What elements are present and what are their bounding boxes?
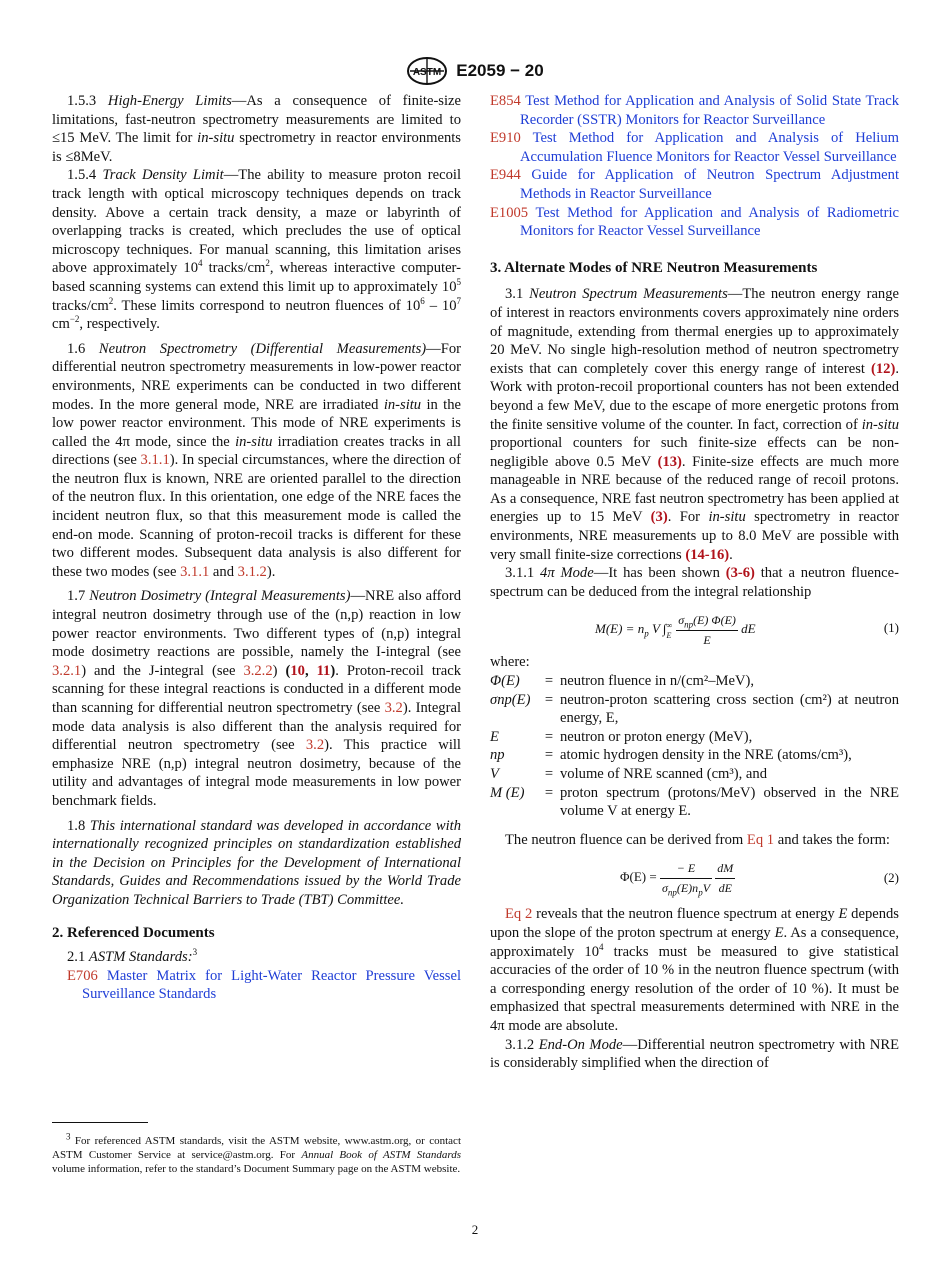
link-3-2-2[interactable]: 3.2.2 [243,662,273,679]
section-1-5-4: 1.5.4 Track Density Limit—The ability to measure proton recoil track length with optical microscopy techniques depends on track density. Above a certain track density, a maze or labyrinth of overlapping tracks is created, which precludes the use of optical microscopy techniques. For manual scanning, this limitation arises above approximately $10^4$ tracks/$cm^2$, whereas interactive computer-based scanning systems can extend this limit up to approximately $10^5$ tracks/$cm^2$. These limits correspond to neutron fluences of $10^6 - 10^7$ $cm^{-2}$, respectively. [52,167,462,333]
footnote: $^3$ For referenced ASTM standards, visit the ASTM website, www.astm.org, or contact ASTM Customer Service at service@astm.org. For Annual Book of ASTM Standards volume information, refer to the standard’s Document Summary page on the ASTM website. [52,1131,461,1175]
ref-e854[interactable]: E854 Test Method for Application and Analysis of Solid State Track Recorder (SSTR) Monitors for Reactor Surveillance [490,93,900,128]
cite-3[interactable]: (3) [650,509,668,526]
equation-1: $M(E) = n_p$ V ∫ ∞ E $\frac{\sigma_{np}(E) \Phi(E)}{E}$ dE (1) [595,613,899,648]
link-3-2-1[interactable]: 3.2.1 [52,662,82,679]
equation-2: Φ(E) = $\frac{- E}{\sigma_{np}(E)n_pV}$ $\frac{dM}{dE}$ (2) [620,861,899,898]
page-header [0,56,950,86]
cite-3-6[interactable]: (3-6) [725,565,755,582]
equation-2-label: (2) [883,870,899,886]
equation-1-label: (1) [883,620,899,636]
cite-10[interactable]: 10 [290,662,305,679]
section-2-heading: 2. Referenced Documents [52,924,215,941]
cite-14-16[interactable]: (14-16) [685,546,730,563]
link-3-2[interactable]: 3.2 [384,700,403,716]
section-1-7: 1.7 Neutron Dosimetry (Integral Measurements)—NRE also afford integral neutron dosimetry through use of the (n,p) reaction in low power reactor environments. Two different types of (n,p) integral mode dosimetry reactions are possible, namely the I-integral (see 3.2.1) and the J-integral (see 3.2.2) (10, 11). Proton-recoil track scanning for these integral reactions is conducted in a different mode than scanning for differential neutron spectrometry (see 3.2). Integral mode data analysis is also different than the analysis required for differential neutron spectrometry (see 3.2). This practice will emphasize NRE (n,p) integral neutron dosimetry, because of the utility and advantages of integral mode measurements in low power benchmark fields. [52,588,462,809]
link-3-1-1b[interactable]: 3.1.1 [180,563,210,580]
var-row: σnp(E) = neutron-proton scattering cross section (cm²) at neutron energy, E, [490,691,899,727]
section-1-8: 1.8 This international standard was developed in accordance with internationally recognized principles on standardization established in the Decision on Principles for the Development of International Standards, Guides and Recommendations issued by the World Trade Organization Technical Barriers to Trade (TBT) Committee. [52,817,462,908]
link-eq-1[interactable]: Eq 1 [746,831,775,848]
footnote-rule [52,1122,148,1123]
section-3-heading: 3. Alternate Modes of NRE Neutron Measurements [490,259,818,276]
ref-e1005[interactable]: E1005 Test Method for Application and Analysis of Radiometric Monitors for Reactor Vessel Surveillance [490,204,899,240]
section-1-6: 1.6 Neutron Spectrometry (Differential Measurements)—For differential neutron spectrometry measurements in low-power reactor environments, NRE experiments can be conducted in two different modes. In the more general mode, NRE are irradiated in-situ in the low power reactor environment. This mode of NRE experiments is called the 4π mode, since the in-situ irradiation creates tracks in all directions (see 3.1.1). In special circumstances, where the direction of the neutron flux is known, NRE are oriented parallel to the direction of the neutron flux. In this orientation, one edge of the NRE faces the incident neutron flux, so that this measurement mode is called the end-on mode. Scanning of proton-recoil tracks is different for these two different modes. Subsequent data analysis is also different for these two modes (see 3.1.1 and 3.1.2). [52,340,461,580]
link-3-2b[interactable]: 3.2 [305,737,325,754]
astm-logo-icon [406,56,448,86]
ref-e910[interactable]: E910 Test Method for Application and Analysis of Helium Accumulation Fluence Monitors for Reactor Vessel Surveillance [490,130,899,165]
var-row: Φ(E) = neutron fluence in n/(cm²–MeV), [490,673,755,690]
right-column [490,92,899,1073]
cite-13[interactable]: (13) [657,453,682,470]
section-3-1: 3.1 Neutron Spectrum Measurements—The neutron energy range of interest in reactors environments covers approximately nine orders of magnitude, extending from thermal energies up to approximately 20 MeV. No single high-resolution method of neutron spectrometry exists that can completely cover this energy range of interest (12). Work with proton-recoil proportional counters has not been extended beyond a few MeV, due to the escape of more energetic protons from the finite sensitive volume of the counter. In fact, correction of in-situ proportional counters for such finite-size effects can be non-negligible above 0.5 MeV (13). Finite-size effects are much more manageable in NRE because of the reduced range of recoil protons. As a consequence, NRE fast neutron spectrometry has been applied at energies up to 15 MeV (3). For in-situ spectrometry in reactor environments, NRE measurements up to 8.0 MeV are possible with very small finite-size corrections (14-16). [490,286,900,563]
link-3-1-1[interactable]: 3.1.1 [140,452,170,469]
variable-definitions [490,672,899,821]
svg-text:ASTM: ASTM [413,67,442,78]
var-row: M (E) = proton spectrum (protons/MeV) observed in the NRE volume V at energy E. [490,784,899,820]
page-number: 2 [471,1222,479,1237]
section-1-5-3: 1.5.3 High-Energy Limits—As a consequence of finite-size limitations, fast-neutron spectrometry measurements are limited to ≤15 MeV. The limit for in-situ spectrometry in reactor environments is ≤8MeV. [52,93,461,165]
section-3-1-1: 3.1.1 4π Mode—It has been shown (3-6) that a neutron fluence-spectrum can be deduced from the integral relationship [490,565,899,600]
eq2-discussion: Eq 2 reveals that the neutron fluence spectrum at energy E depends upon the slope of the proton spectrum at energy E. As a consequence, approximately $10^4$ tracks must be measured to give statistical accuracies of the order of 10 % in the neutron fluence spectrum (with a corresponding energy resolution of the order of 10 %). It must be emphasized that spectral measurements determined with NRE in the 4π mode are absolute. [490,906,899,1034]
ref-e706[interactable]: E706 Master Matrix for Light-Water Reactor Pressure Vessel Surveillance Standards [67,967,462,1003]
link-eq-2[interactable]: Eq 2 [505,906,533,923]
document-id: E2059 − 20 [456,61,544,80]
section-3-1-2: 3.1.2 End-On Mode—Differential neutron spectrometry with NRE is considerably simplified when the direction of [490,1036,899,1072]
link-3-1-2[interactable]: 3.1.2 [237,563,267,580]
where-label: where: [490,654,530,671]
var-row: E = neutron or proton energy (MeV), [490,728,753,745]
section-2-1: 2.1 ASTM Standards:$^3$ [67,947,198,966]
var-row: np = atomic hydrogen density in the NRE (atoms/cm³), [490,747,852,764]
left-column [52,92,461,1004]
cite-12[interactable]: (12) [871,360,896,377]
cite-11[interactable]: 11 [316,662,331,679]
ref-e944[interactable]: E944 Guide for Application of Neutron Spectrum Adjustment Methods in Reactor Surveillance [490,167,899,202]
var-row: V = volume of NRE scanned (cm³), and [490,766,768,782]
fluence-derivation: The neutron fluence can be derived from Eq 1 and takes the form: [505,831,890,848]
